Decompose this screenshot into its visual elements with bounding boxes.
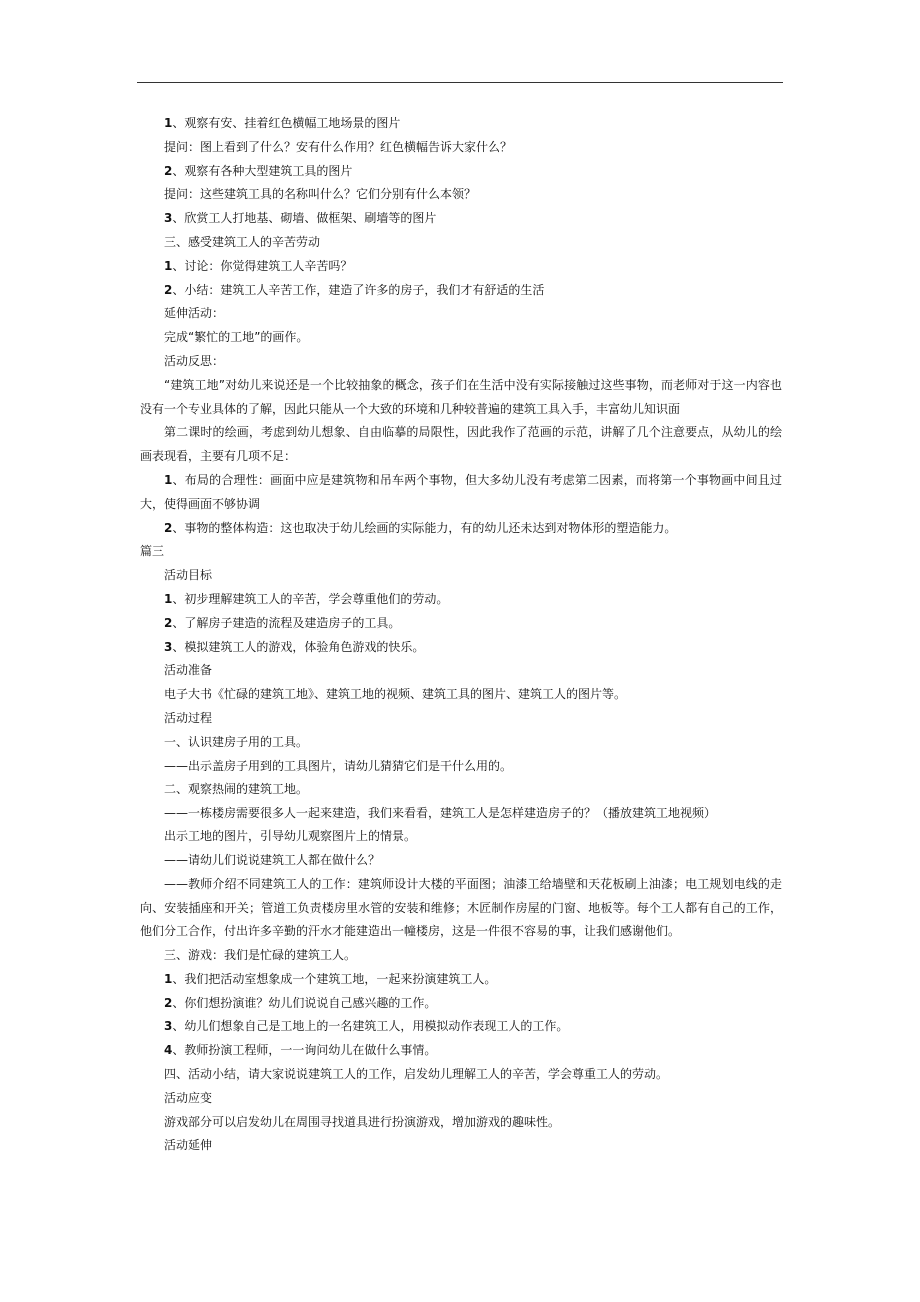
- paragraph-text: 篇三: [140, 544, 165, 559]
- paragraph: [140, 588, 782, 612]
- item-number: 2: [164, 995, 173, 1010]
- paragraph-text: 出示工地的图片，引导幼儿观察图片上的情景。: [164, 829, 417, 844]
- paragraph-text: 、观察有各种大型建筑工具的图片: [172, 163, 353, 178]
- paragraph: [140, 231, 782, 255]
- item-number: 1: [164, 258, 173, 273]
- paragraph-text: 、了解房子建造的流程及建造房子的工具。: [172, 615, 401, 630]
- item-number: 2: [164, 163, 173, 178]
- paragraph-text: ——请幼儿们说说建筑工人都在做什么？: [164, 852, 381, 867]
- paragraph: [140, 1015, 782, 1039]
- paragraph: [140, 469, 782, 517]
- paragraph: [140, 279, 782, 303]
- paragraph-text: ——一栋楼房需要很多人一起来建造，我们来看看，建筑工人是怎样建造房子的？（播放建筑工地视频）: [164, 806, 717, 821]
- paragraph-text: 延伸活动：: [164, 306, 225, 321]
- paragraph: [140, 1039, 782, 1063]
- paragraph: [140, 540, 782, 564]
- paragraph-text: ——教师介绍不同建筑工人的工作：建筑师设计大楼的平面图；油漆工给墙壁和天花板刷上油漆；电工规划电线的走向、安装插座和开关；管道工负责楼房里水管的安装和维修；木匠制作房屋的门窗、地板等。每个工人都有自己的工作，他们分工合作，付出许多辛勤的汗水才能建造出一幢楼房，这是一件很不容易的事，让我们感谢他们。: [140, 876, 782, 939]
- paragraph: [140, 255, 782, 279]
- paragraph-text: 活动反思：: [164, 353, 225, 368]
- paragraph: [140, 564, 782, 588]
- paragraph-text: 活动应变: [164, 1090, 213, 1105]
- paragraph-text: 活动目标: [164, 568, 213, 583]
- paragraph-text: 四、活动小结，请大家说说建筑工人的工作，启发幼儿理解工人的辛苦，学会尊重工人的劳动。: [164, 1067, 669, 1082]
- paragraph-text: 活动延伸: [164, 1138, 213, 1153]
- item-number: 3: [164, 1019, 173, 1034]
- paragraph: [140, 421, 782, 469]
- paragraph-text: 、初步理解建筑工人的辛苦，学会尊重他们的劳动。: [172, 591, 449, 606]
- paragraph: [140, 1063, 782, 1087]
- paragraph: [140, 1087, 782, 1111]
- paragraph-text: 电子大书《忙碌的建筑工地》、建筑工地的视频、建筑工具的图片、建筑工人的图片等。: [164, 687, 627, 702]
- paragraph: [140, 112, 782, 136]
- item-number: 1: [164, 591, 173, 606]
- paragraph: [140, 1134, 782, 1158]
- paragraph-text: 提问：这些建筑工具的名称叫什么？它们分别有什么本领？: [164, 187, 477, 202]
- paragraph: [140, 612, 782, 636]
- paragraph-text: 、教师扮演工程师，一一询问幼儿在做什么事情。: [172, 1043, 437, 1058]
- item-number: 1: [164, 971, 173, 986]
- item-number: 2: [164, 520, 173, 535]
- paragraph-text: 第二课时的绘画，考虑到幼儿想象、自由临摹的局限性，因此我作了范画的示范，讲解了几个注意要点，从幼儿的绘画表现看，主要有几项不足：: [140, 425, 782, 464]
- item-number: 3: [164, 639, 173, 654]
- paragraph-text: 提问：图上看到了什么？安有什么作用？红色横幅告诉大家什么？: [164, 139, 513, 154]
- item-number: 2: [164, 282, 173, 297]
- item-number: 1: [164, 116, 173, 130]
- paragraph-text: 三、感受建筑工人的辛苦劳动: [164, 234, 321, 249]
- paragraph-text: 、欣赏工人打地基、砌墙、做框架、刷墙等的图片: [172, 211, 437, 226]
- paragraph-text: 三、游戏：我们是忙碌的建筑工人。: [164, 948, 357, 963]
- paragraph-text: 、事物的整体构造：这也取决于幼儿绘画的实际能力，有的幼儿还未达到对物体形的塑造能力。: [172, 520, 677, 535]
- paragraph-text: 一、认识建房子用的工具。: [164, 734, 309, 749]
- paragraph: [140, 302, 782, 326]
- paragraph: [140, 636, 782, 660]
- paragraph-text: 活动过程: [164, 710, 213, 725]
- paragraph: [140, 849, 782, 873]
- document-body: [140, 112, 782, 1158]
- paragraph: [140, 873, 782, 944]
- paragraph: [140, 659, 782, 683]
- paragraph: [140, 160, 782, 184]
- paragraph: [140, 1111, 782, 1135]
- paragraph-text: 游戏部分可以启发幼儿在周围寻找道具进行扮演游戏，增加游戏的趣味性。: [164, 1114, 561, 1129]
- paragraph: [140, 517, 782, 541]
- item-number: 4: [164, 1043, 173, 1058]
- paragraph-text: “建筑工地”对幼儿来说还是一个比较抽象的概念，孩子们在生活中没有实际接触过这些事物，而老师对于这一内容也没有一个专业具体的了解，因此只能从一个大致的环境和几种较普遍的建筑工具入手，丰富幼儿知识面: [140, 377, 782, 416]
- item-number: 1: [164, 472, 173, 487]
- paragraph-text: 、幼儿们想象自己是工地上的一名建筑工人，用模拟动作表现工人的工作。: [172, 1019, 569, 1034]
- paragraph: [140, 731, 782, 755]
- paragraph: [140, 326, 782, 350]
- item-number: 2: [164, 615, 173, 630]
- header-rule: [137, 82, 783, 83]
- paragraph: [140, 778, 782, 802]
- paragraph-text: 、我们把活动室想象成一个建筑工地，一起来扮演建筑工人。: [172, 971, 497, 986]
- paragraph: [140, 183, 782, 207]
- paragraph: [140, 802, 782, 825]
- paragraph-text: 、布局的合理性：画面中应是建筑物和吊车两个事物，但大多幼儿没有考虑第二因素，而将第一个事物画中间且过大，使得画面不够协调: [140, 472, 782, 511]
- paragraph-text: ——出示盖房子用到的工具图片，请幼儿猜猜它们是干什么用的。: [164, 758, 513, 773]
- paragraph: [140, 707, 782, 731]
- paragraph-text: 、模拟建筑工人的游戏，体验角色游戏的快乐。: [172, 639, 425, 654]
- item-number: 3: [164, 211, 173, 226]
- paragraph-text: 、讨论：你觉得建筑工人辛苦吗？: [172, 258, 353, 273]
- paragraph-text: 活动准备: [164, 663, 213, 678]
- paragraph: [140, 944, 782, 968]
- paragraph-text: 、小结：建筑工人辛苦工作，建造了许多的房子，我们才有舒适的生活: [172, 282, 545, 297]
- paragraph: [140, 350, 782, 374]
- paragraph: [140, 755, 782, 779]
- paragraph: [140, 992, 782, 1016]
- paragraph: [140, 207, 782, 231]
- paragraph-text: 、观察有安、挂着红色横幅工地场景的图片: [172, 116, 401, 130]
- paragraph-text: 完成“繁忙的工地”的画作。: [164, 330, 309, 345]
- paragraph: [140, 825, 782, 849]
- paragraph: [140, 136, 782, 160]
- paragraph: [140, 968, 782, 992]
- paragraph-text: 、你们想扮演谁？幼儿们说说自己感兴趣的工作。: [172, 995, 437, 1010]
- paragraph: [140, 374, 782, 422]
- paragraph-text: 二、观察热闹的建筑工地。: [164, 782, 309, 797]
- paragraph: [140, 683, 782, 707]
